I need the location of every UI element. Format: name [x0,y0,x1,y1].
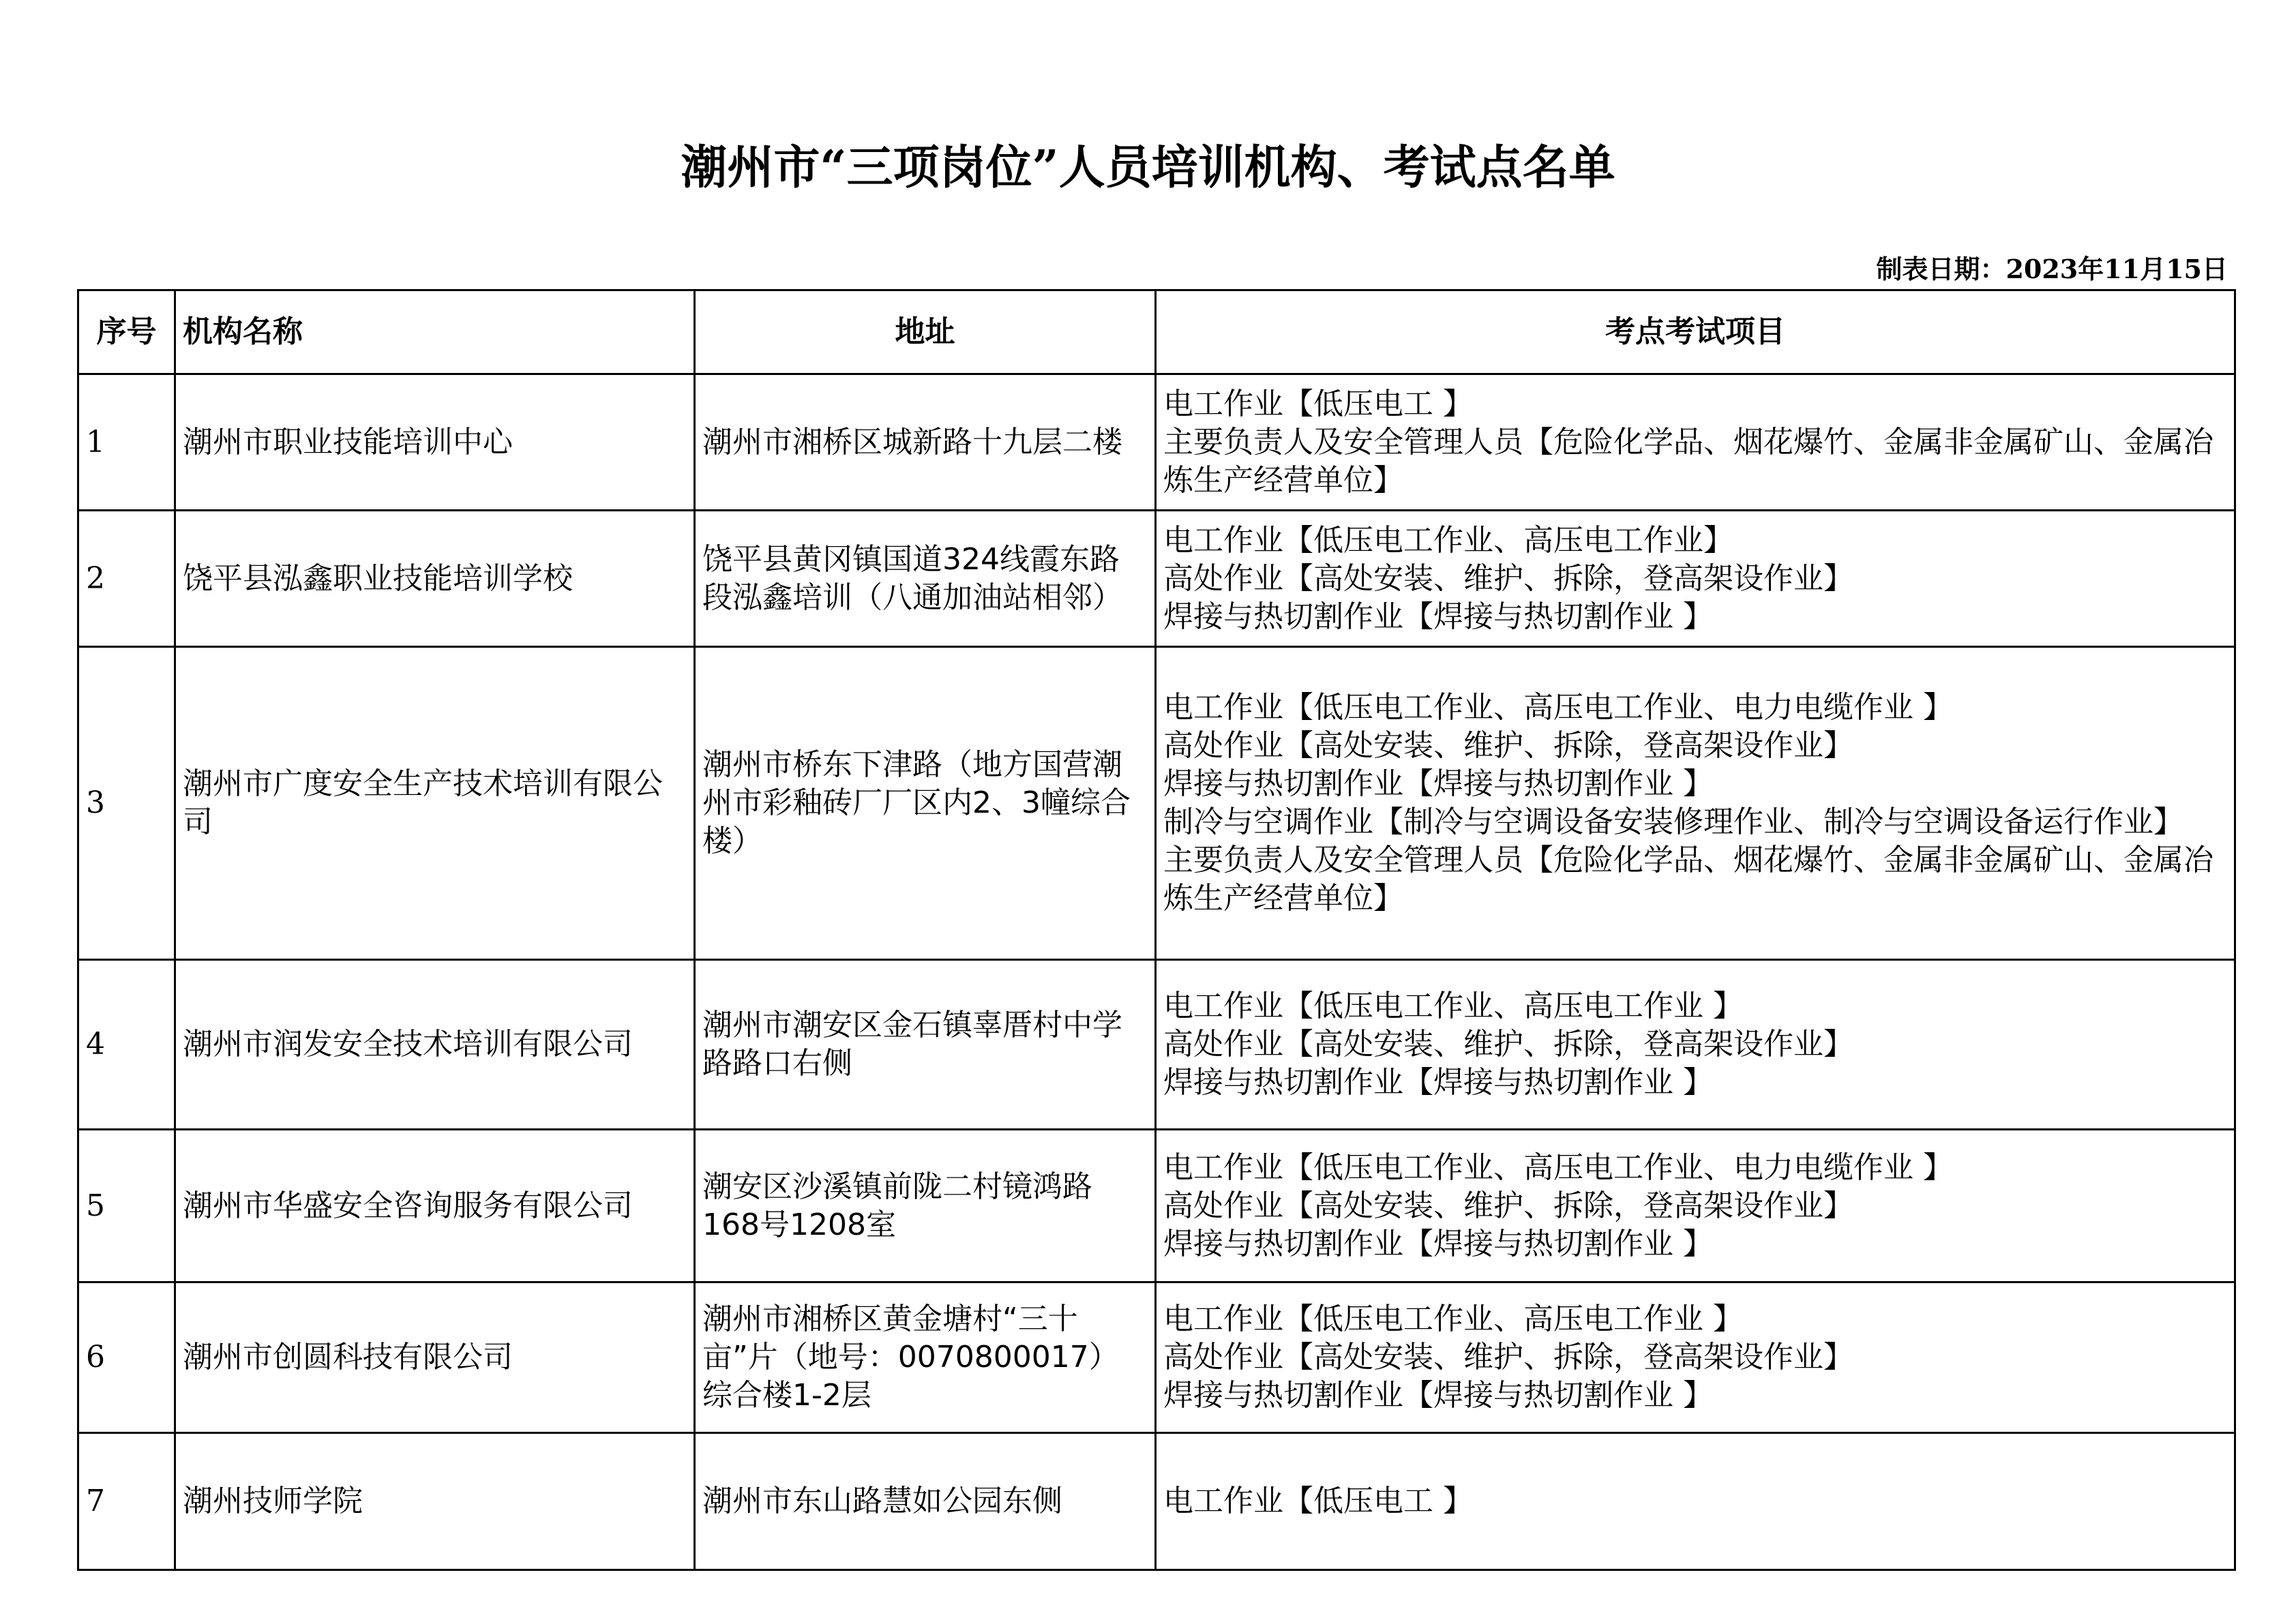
row-address: 潮州市湘桥区城新路十九层二楼 [695,374,1156,511]
header-address: 地址 [695,290,1156,374]
row-items [1156,374,2235,511]
row-name: 潮州市创圆科技有限公司 [175,1282,695,1433]
row-no: 6 [78,1282,175,1433]
exam-item: 制冷与空调作业【制冷与空调设备安装修理作业、制冷与空调设备运行作业】 [1163,805,2183,839]
row-items [1156,647,2235,960]
table-row [78,1433,2235,1570]
row-no: 7 [78,1433,175,1570]
table-row [78,960,2235,1130]
exam-item: 电工作业【低压电工作业、高压电工作业、电力电缆作业 】 [1163,1150,1953,1185]
row-no: 3 [78,647,175,960]
row-address: 饶平县黄冈镇国道324线霞东路段泓鑫培训（八通加油站相邻） [695,511,1156,647]
exam-item: 主要负责人及安全管理人员【危险化学品、烟花爆竹、金属非金属矿山、金属冶炼生产经营单位】 [1163,843,2213,916]
exam-item: 高处作业【高处安装、维护、拆除，登高架设作业】 [1163,728,1853,763]
row-no: 5 [78,1130,175,1282]
exam-item: 电工作业【低压电工 】 [1163,386,1473,421]
exam-item: 高处作业【高处安装、维护、拆除，登高架设作业】 [1163,1188,1853,1223]
row-address: 潮州市桥东下津路（地方国营潮州市彩釉砖厂厂区内2、3幢综合楼） [695,647,1156,960]
row-address: 潮州市潮安区金石镇辜厝村中学路路口右侧 [695,960,1156,1130]
exam-item: 焊接与热切割作业【焊接与热切割作业 】 [1163,766,1713,801]
row-items [1156,1130,2235,1282]
institution-table [77,289,2236,1571]
exam-item: 主要负责人及安全管理人员【危险化学品、烟花爆竹、金属非金属矿山、金属冶炼生产经营单位】 [1163,424,2213,498]
table-row [78,1130,2235,1282]
exam-item: 电工作业【低压电工作业、高压电工作业、电力电缆作业 】 [1163,690,1953,725]
table-row [78,1282,2235,1433]
exam-item: 高处作业【高处安装、维护、拆除，登高架设作业】 [1163,1027,1853,1062]
row-no: 1 [78,374,175,511]
row-items [1156,1433,2235,1570]
row-name: 潮州市润发安全技术培训有限公司 [175,960,695,1130]
exam-item: 焊接与热切割作业【焊接与热切割作业 】 [1163,1378,1713,1413]
row-items [1156,1282,2235,1433]
row-address: 潮安区沙溪镇前陇二村镜鸿路168号1208室 [695,1130,1156,1282]
row-name: 潮州技师学院 [175,1433,695,1570]
row-no: 4 [78,960,175,1130]
exam-item: 焊接与热切割作业【焊接与热切割作业 】 [1163,1065,1713,1100]
date-label: 制表日期：2023年11月15日 [1876,254,2228,284]
row-items [1156,960,2235,1130]
page-title: 潮州市“三项岗位”人员培训机构、考试点名单 [681,140,1615,195]
header-items: 考点考试项目 [1156,290,2235,374]
row-address: 潮州市湘桥区黄金塘村“三十亩”片（地号：0070800017）综合楼1-2层 [695,1282,1156,1433]
row-name: 潮州市广度安全生产技术培训有限公司 [175,647,695,960]
exam-item: 高处作业【高处安装、维护、拆除，登高架设作业】 [1163,1340,1853,1375]
table-row [78,374,2235,511]
header-no: 序号 [78,290,175,374]
exam-item: 焊接与热切割作业【焊接与热切割作业 】 [1163,1226,1713,1261]
row-items [1156,511,2235,647]
header-name: 机构名称 [175,290,695,374]
exam-item: 电工作业【低压电工作业、高压电工作业 】 [1163,1302,1743,1336]
row-address: 潮州市东山路慧如公园东侧 [695,1433,1156,1570]
exam-item: 电工作业【低压电工作业、高压电工作业 】 [1163,989,1743,1023]
row-name: 潮州市华盛安全咨询服务有限公司 [175,1130,695,1282]
exam-item: 焊接与热切割作业【焊接与热切割作业 】 [1163,599,1713,634]
row-name: 饶平县泓鑫职业技能培训学校 [175,511,695,647]
exam-item: 电工作业【低压电工 】 [1163,1484,1473,1518]
table-row [78,647,2235,960]
exam-item: 电工作业【低压电工作业、高压电工作业】 [1163,522,1733,558]
row-name: 潮州市职业技能培训中心 [175,374,695,511]
row-no: 2 [78,511,175,647]
table-row [78,511,2235,647]
table-header-row [78,290,2235,374]
exam-item: 高处作业【高处安装、维护、拆除，登高架设作业】 [1163,560,1853,596]
